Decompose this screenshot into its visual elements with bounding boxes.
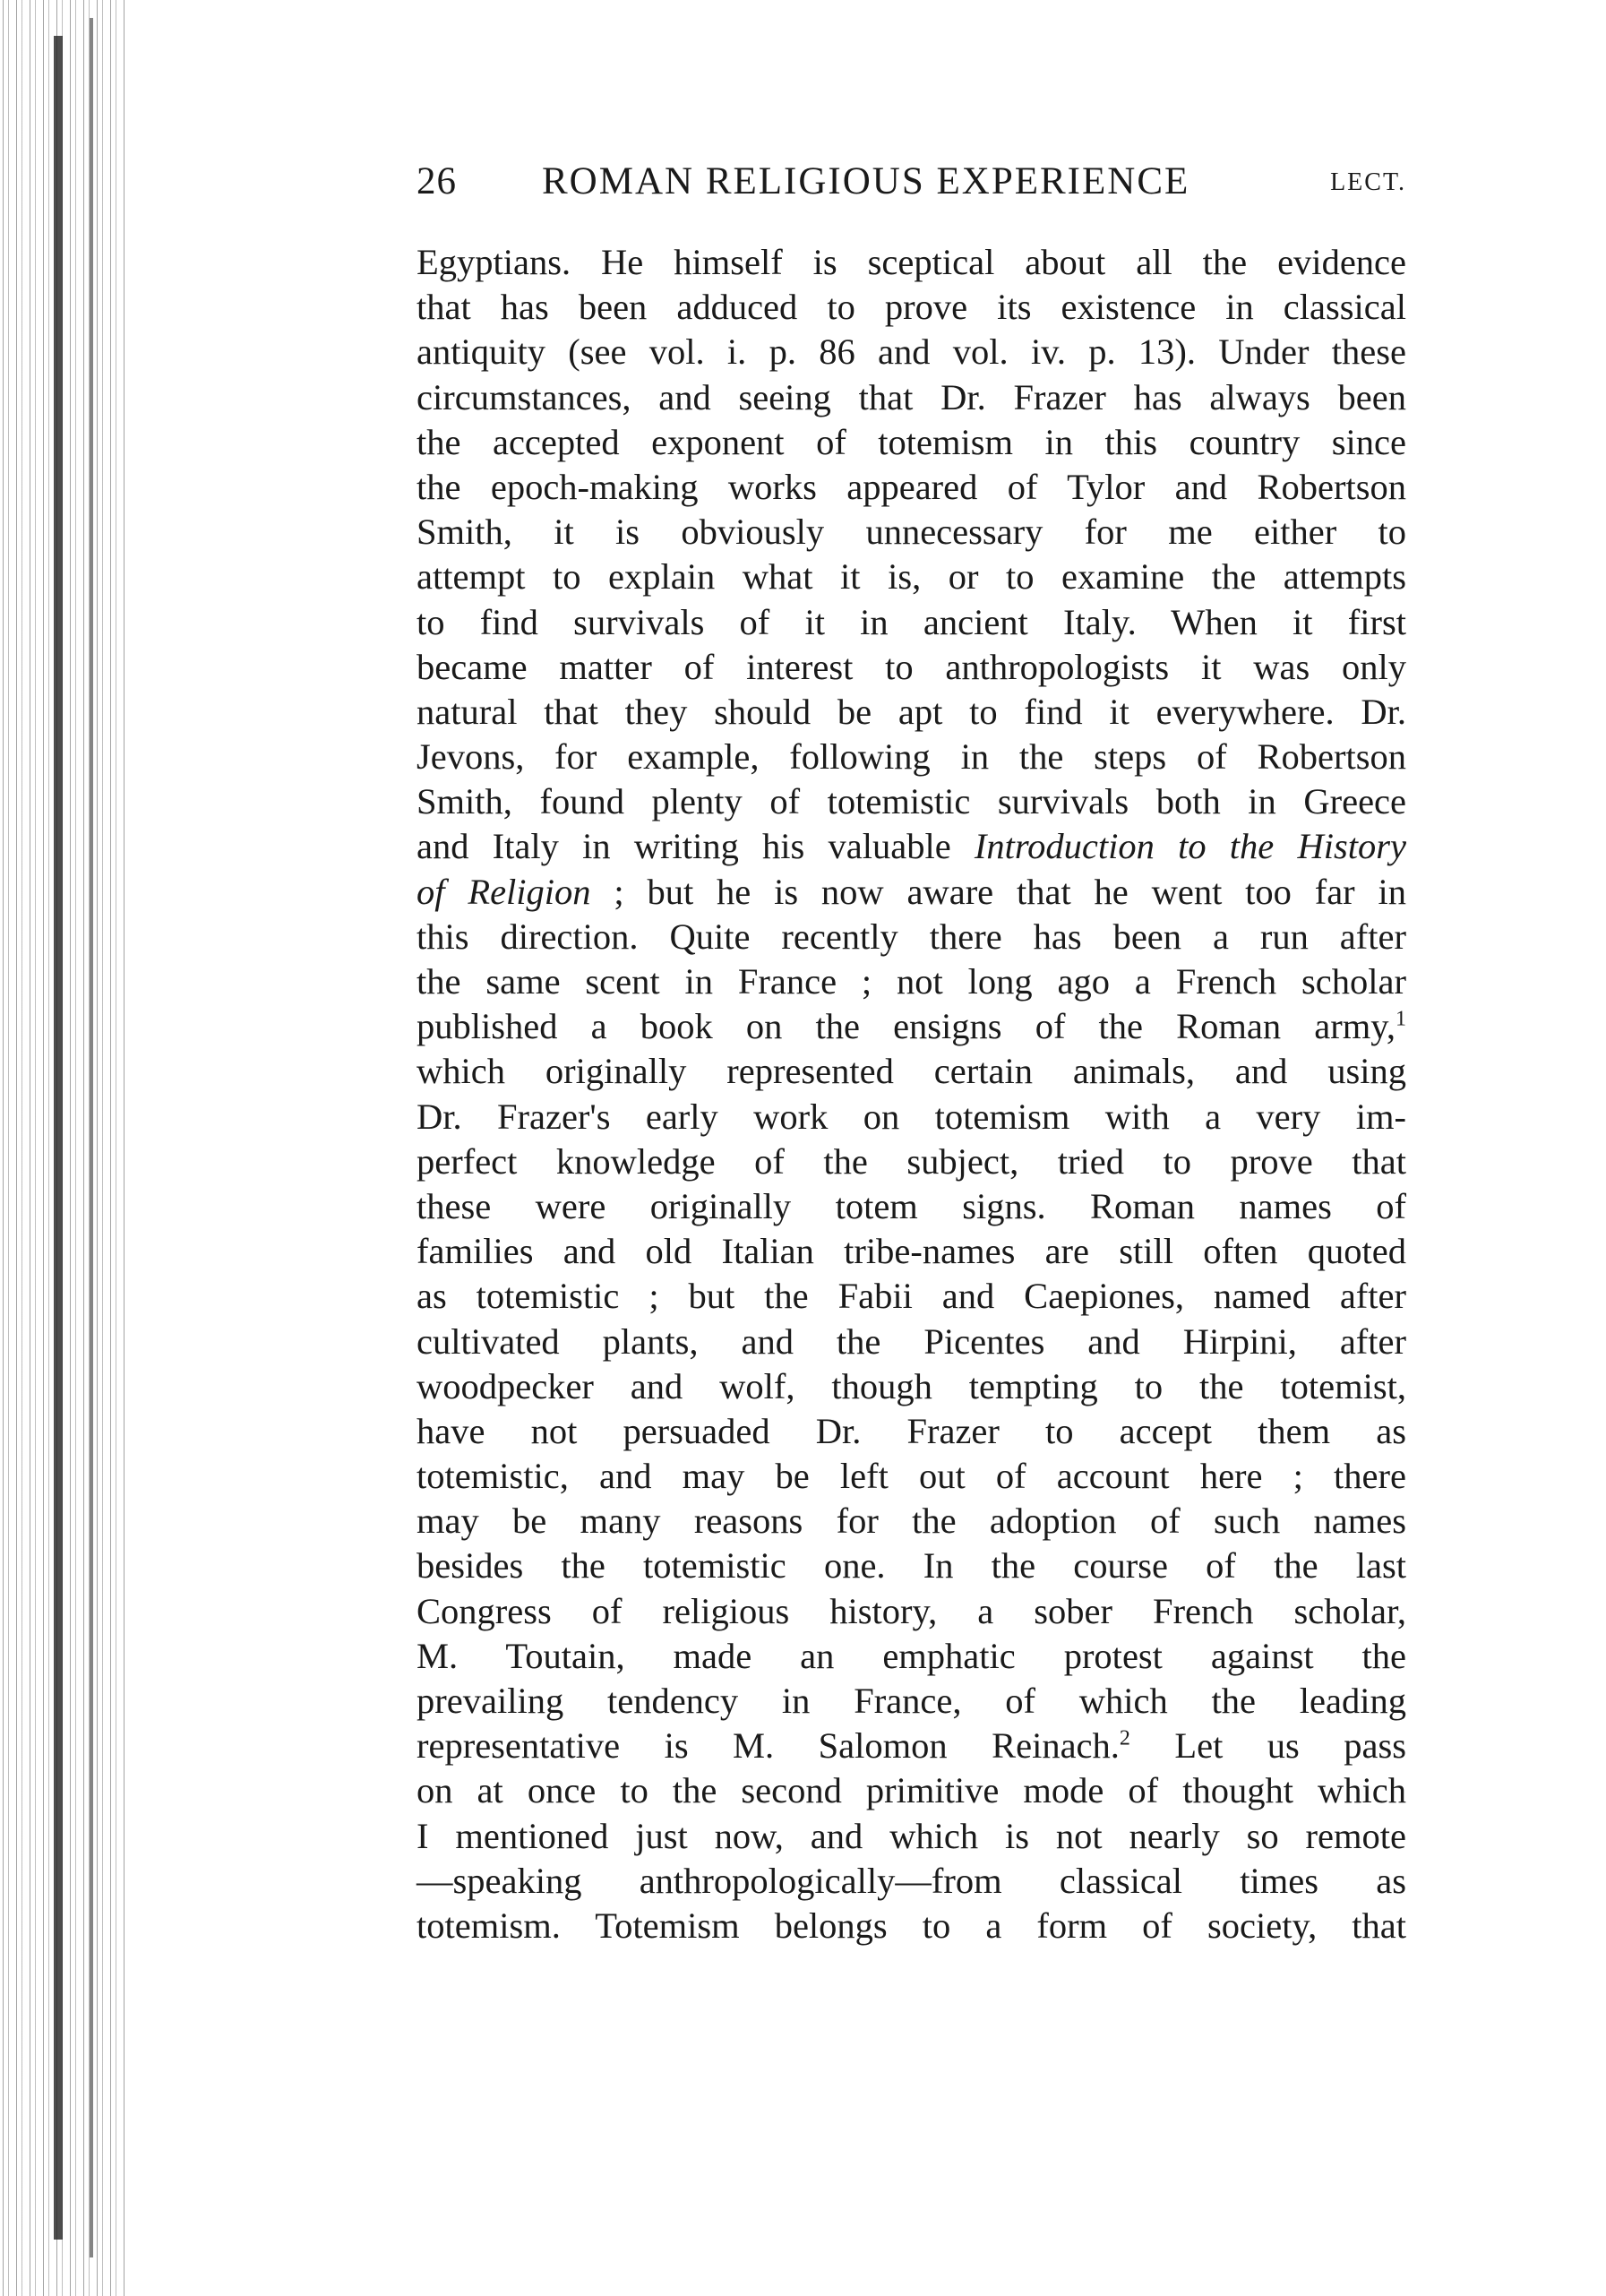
text-line: circumstances, and seeing that Dr. Frazer has always been [417, 376, 1406, 417]
text-line: besides the totemistic one. In the course of the last [417, 1545, 1406, 1587]
text-line: antiquity (see vol. i. p. 86 and vol. iv. p. 13). Under these [417, 331, 1406, 373]
text-segment: ; but he is now aware that he went too far in [590, 871, 1406, 912]
text-line-with-footnote [417, 1004, 1406, 1049]
text-line: totemism. Totemism belongs to a form of society, that [417, 1905, 1406, 1946]
text-line: the epoch-making works appeared of Tylor and Robertson [417, 466, 1406, 507]
text-line: as totemistic ; but the Fabii and Caepiones, named after [417, 1276, 1406, 1317]
text-line: Egyptians. He himself is sceptical about all the evidence [417, 242, 1406, 282]
text-line: perfect knowledge of the subject, tried to prove that [417, 1140, 1406, 1182]
text-line: Congress of religious history, a sober French scholar, [417, 1590, 1406, 1631]
text-line-with-title [417, 824, 1406, 869]
text-line: these were originally totem signs. Roman names of [417, 1185, 1406, 1226]
footnote-ref: 2 [1119, 1726, 1130, 1750]
page-number: 26 [417, 160, 457, 202]
text-line: cultivated plants, and the Picentes and Hirpini, after [417, 1320, 1406, 1362]
text-line: this direction. Quite recently there has been a run after [417, 916, 1406, 957]
book-binding-line [90, 18, 93, 2257]
text-line: families and old Italian tribe-names are still often quoted [417, 1231, 1406, 1272]
text-segment: and Italy in writing his valuable [417, 826, 975, 867]
page-header [417, 159, 1406, 213]
body-text [417, 240, 1406, 1948]
text-line: became matter of interest to anthropologists it was only [417, 646, 1406, 687]
text-line: which originally represented certain animals, and using [417, 1051, 1406, 1092]
text-line: attempt to explain what it is, or to examine the attempts [417, 556, 1406, 598]
footnote-ref: 1 [1396, 1007, 1406, 1031]
text-segment: representative is M. Salomon Reinach. [417, 1725, 1120, 1767]
text-line: the same scent in France ; not long ago a French scholar [417, 961, 1406, 1002]
text-line: M. Toutain, made an emphatic protest against the [417, 1635, 1406, 1676]
text-line: totemistic, and may be left out of account here ; there [417, 1456, 1406, 1497]
text-line: may be many reasons for the adoption of such names [417, 1501, 1406, 1542]
text-line: the accepted exponent of totemism in this country since [417, 421, 1406, 462]
text-line: have not persuaded Dr. Frazer to accept them as [417, 1410, 1406, 1451]
text-line: I mentioned just now, and which is not nearly so remote [417, 1815, 1406, 1856]
text-line: to find survivals of it in ancient Italy. When it first [417, 601, 1406, 642]
text-line: Dr. Frazer's early work on totemism with a very im- [417, 1096, 1406, 1137]
text-line: woodpecker and wolf, though tempting to the totemist, [417, 1365, 1406, 1406]
text-line: Smith, found plenty of totemistic survivals both in Greece [417, 781, 1406, 822]
book-binding-shadow [54, 36, 63, 2240]
text-line: prevailing tendency in France, of which the leading [417, 1681, 1406, 1721]
text-line: natural that they should be apt to find it everywhere. Dr. [417, 691, 1406, 732]
text-line-with-footnote [417, 1724, 1406, 1768]
book-title-italic: Introduction to the History [974, 826, 1406, 867]
text-segment: Let us pass [1129, 1725, 1406, 1767]
book-binding-edge [0, 0, 125, 2296]
text-segment: published a book on the ensigns of the Roman army, [417, 1006, 1396, 1047]
book-title-italic: of Religion [417, 871, 591, 912]
running-title: ROMAN RELIGIOUS EXPERIENCE [542, 160, 1190, 202]
text-line-with-title [417, 870, 1406, 915]
text-line: Jevons, for example, following in the steps of Robertson [417, 736, 1406, 778]
text-line: Smith, it is obviously unnecessary for me either to [417, 512, 1406, 553]
text-line: that has been adduced to prove its existence in classical [417, 287, 1406, 328]
text-line: on at once to the second primitive mode of thought which [417, 1770, 1406, 1811]
text-line: —speaking anthropologically—from classical times as [417, 1860, 1406, 1901]
section-mark: LECT. [1330, 168, 1406, 196]
